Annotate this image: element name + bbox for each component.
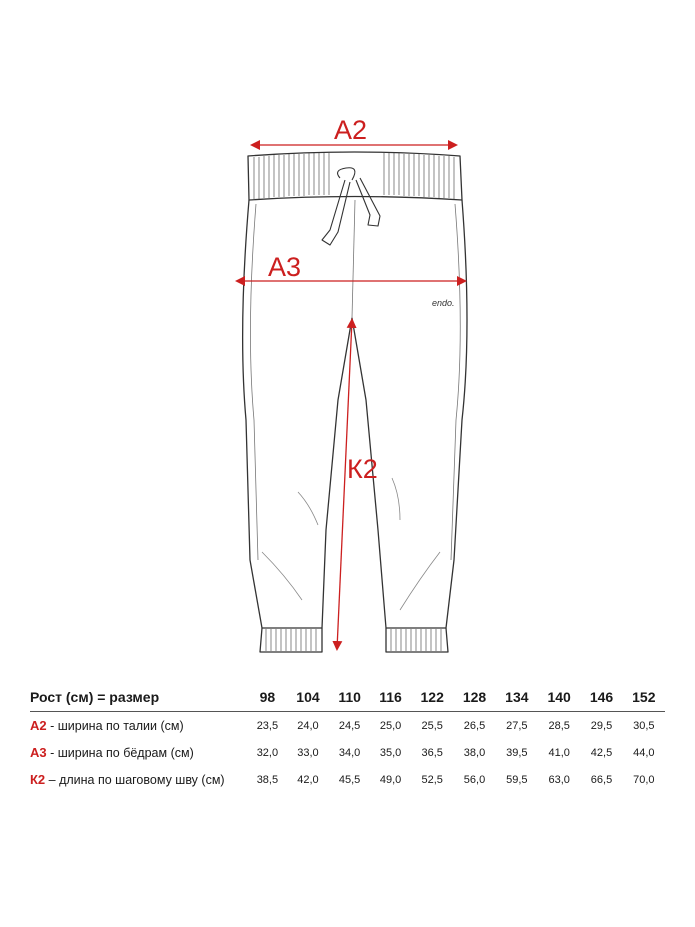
svg-text:А2: А2 bbox=[334, 115, 368, 145]
measure-code: А2 bbox=[30, 718, 47, 733]
measure-a3 bbox=[237, 252, 465, 282]
table-cell: 66,5 bbox=[590, 773, 613, 786]
table-cell: 23,5 bbox=[256, 719, 279, 732]
size-header: 110 bbox=[329, 683, 370, 712]
table-cell: 29,5 bbox=[590, 719, 613, 732]
size-header: 104 bbox=[287, 683, 329, 712]
size-header: 134 bbox=[496, 683, 538, 712]
table-row bbox=[30, 766, 665, 793]
table-cell: 26,5 bbox=[463, 719, 486, 732]
svg-text:А3: А3 bbox=[268, 252, 302, 282]
size-header: 140 bbox=[538, 683, 580, 712]
table-cell: 24,5 bbox=[338, 719, 361, 732]
table-cell: 28,5 bbox=[548, 719, 570, 732]
table-cell: 41,0 bbox=[548, 746, 570, 759]
table-cell: 38,5 bbox=[256, 773, 279, 786]
table-cell: 45,5 bbox=[338, 773, 361, 786]
size-header: 122 bbox=[411, 683, 453, 712]
size-header: 128 bbox=[453, 683, 495, 712]
table-cell: 38,0 bbox=[463, 746, 486, 759]
row-label bbox=[30, 739, 248, 766]
table-cell: 49,0 bbox=[379, 773, 402, 786]
measure-description: - ширина по бёдрам (см) bbox=[46, 746, 194, 760]
size-header: 98 bbox=[248, 683, 287, 712]
table-cell: 25,0 bbox=[379, 719, 402, 732]
table-cell: 42,5 bbox=[590, 746, 613, 759]
table-cell: 34,0 bbox=[338, 746, 361, 759]
pants-outline bbox=[243, 152, 467, 652]
size-table bbox=[30, 683, 665, 793]
table-cell: 24,0 bbox=[297, 719, 319, 732]
table-cell: 70,0 bbox=[633, 773, 655, 786]
table-cell: 56,0 bbox=[463, 773, 486, 786]
table-cell: 59,5 bbox=[506, 773, 528, 786]
table-cell: 63,0 bbox=[548, 773, 570, 786]
measure-code: К2 bbox=[30, 772, 46, 787]
table-header-row bbox=[30, 683, 665, 712]
table-cell: 30,5 bbox=[633, 719, 655, 732]
right-cuff bbox=[386, 628, 448, 652]
waistband bbox=[248, 152, 462, 200]
table-cell: 35,0 bbox=[379, 746, 402, 759]
table-cell: 39,5 bbox=[506, 746, 528, 759]
table-cell: 25,5 bbox=[421, 719, 443, 732]
table-cell: 36,5 bbox=[421, 746, 443, 759]
measure-a2 bbox=[252, 115, 456, 145]
brand-logo: endo. bbox=[432, 298, 455, 308]
size-header: 146 bbox=[580, 683, 622, 712]
table-cell: 52,5 bbox=[421, 773, 443, 786]
measure-description: – длина по шаговому шву (см) bbox=[45, 773, 225, 787]
measure-code: А3 bbox=[30, 745, 47, 760]
header-label: Рост (см) = размер bbox=[30, 683, 248, 712]
svg-text:К2: К2 bbox=[347, 454, 378, 484]
size-header: 152 bbox=[623, 683, 665, 712]
drawstring bbox=[322, 168, 380, 245]
table-cell: 44,0 bbox=[633, 746, 655, 759]
table-cell: 42,0 bbox=[297, 773, 319, 786]
row-label bbox=[30, 712, 248, 740]
size-header: 116 bbox=[370, 683, 411, 712]
measure-description: - ширина по талии (см) bbox=[46, 719, 184, 733]
table-row bbox=[30, 739, 665, 766]
table-row bbox=[30, 712, 665, 740]
table-cell: 33,0 bbox=[297, 746, 319, 759]
table-cell: 32,0 bbox=[256, 746, 279, 759]
row-label bbox=[30, 766, 248, 793]
table-cell: 27,5 bbox=[506, 719, 528, 732]
